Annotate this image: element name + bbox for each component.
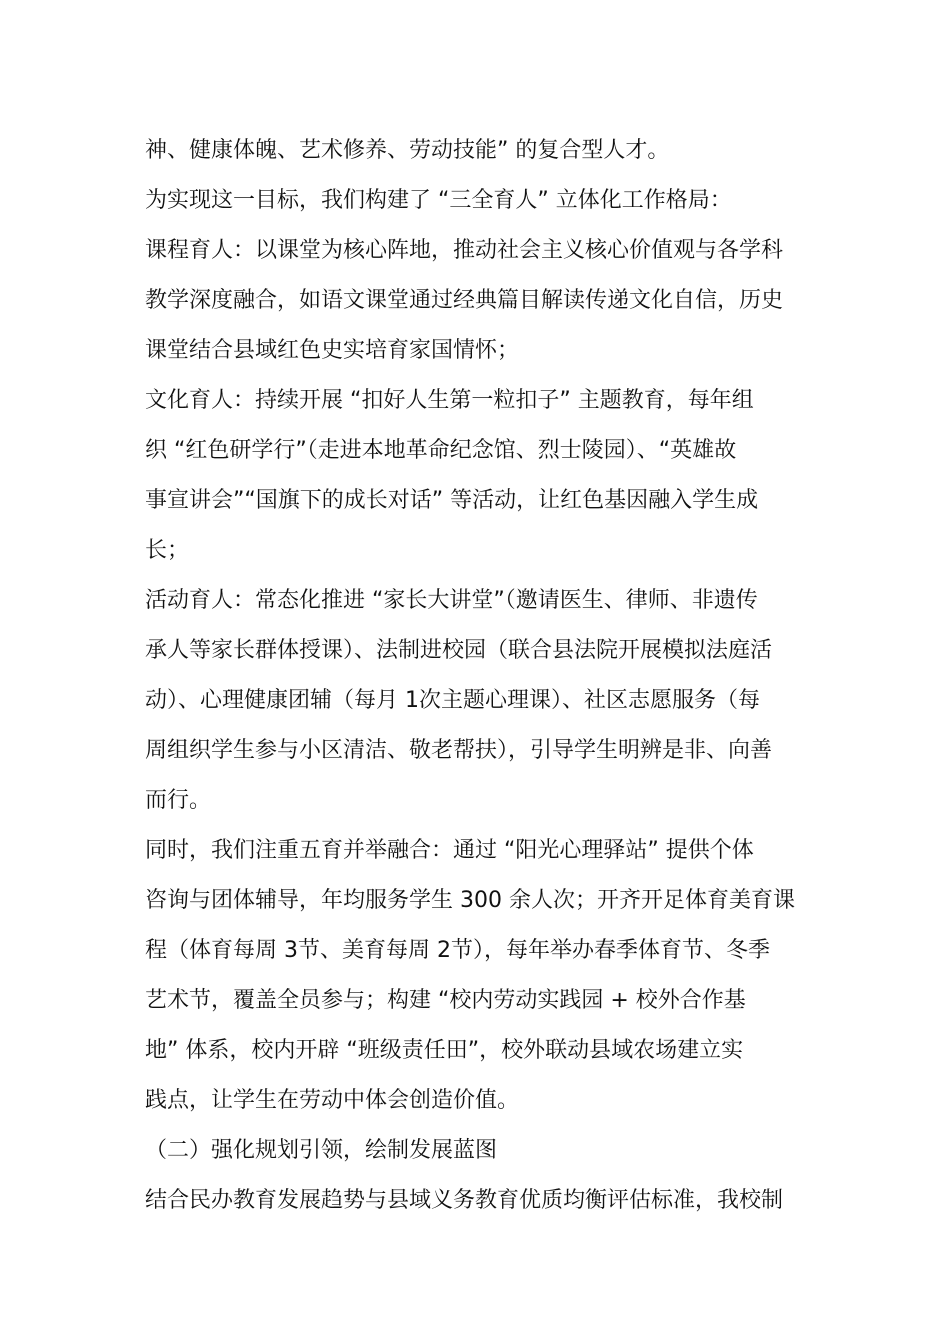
body-text-line: 地” 体系，校内开辟 “班级责任田”，校外联动县域农场建立实 (145, 1038, 744, 1063)
body-text-line: 咨询与团体辅导，年均服务学生 300 余人次；开齐开足体育美育课 (145, 888, 795, 913)
body-text-line: 为实现这一目标，我们构建了 “三全育人” 立体化工作格局： (145, 188, 732, 213)
body-text-line: 教学深度融合，如语文课堂通过经典篇目解读传递文化自信，历史 (145, 288, 784, 313)
body-text-line: 周组织学生参与小区清洁、敬老帮扶），引导学生明辨是非、向善 (145, 738, 773, 763)
body-text-line: 同时，我们注重五育并举融合：通过 “阳光心理驿站” 提供个体 (145, 838, 754, 863)
body-text-line: 艺术节，覆盖全员参与；构建 “校内劳动实践园 + 校外合作基 (145, 988, 746, 1013)
body-text-line: 而行。 (145, 788, 212, 813)
body-text-line: 践点，让学生在劳动中体会创造价值。 (145, 1088, 520, 1113)
body-text-line: 长； (145, 538, 190, 563)
body-text-line: 神、健康体魄、艺术修养、劳动技能” 的复合型人才。 (145, 138, 670, 163)
body-text-line: 事宣讲会”“国旗下的成长对话” 等活动，让红色基因融入学生成 (145, 488, 759, 513)
body-text-line: 课程育人：以课堂为核心阵地，推动社会主义核心价值观与各学科 (145, 238, 784, 263)
section-heading: （二）强化规划引领，绘制发展蓝图 (145, 1138, 498, 1163)
body-text-line: 文化育人：持续开展 “扣好人生第一粒扣子” 主题教育，每年组 (145, 388, 754, 413)
body-text-line: 结合民办教育发展趋势与县域义务教育优质均衡评估标准，我校制 (145, 1188, 784, 1213)
body-text-line: 程（体育每周 3节、美育每周 2节），每年举办春季体育节、冬季 (145, 938, 770, 963)
body-text-line: 动）、心理健康团辅（每月 1次主题心理课）、社区志愿服务（每 (145, 688, 760, 713)
body-text-line: 织 “红色研学行”（走进本地革命纪念馆、烈士陵园）、“英雄故 (145, 438, 737, 463)
body-text-line: 活动育人：常态化推进 “家长大讲堂”（邀请医生、律师、非遗传 (145, 588, 758, 613)
body-text-line: 课堂结合县域红色史实培育家国情怀； (145, 338, 520, 363)
body-text-line: 承人等家长群体授课）、法制进校园（联合县法院开展模拟法庭活 (145, 638, 773, 663)
